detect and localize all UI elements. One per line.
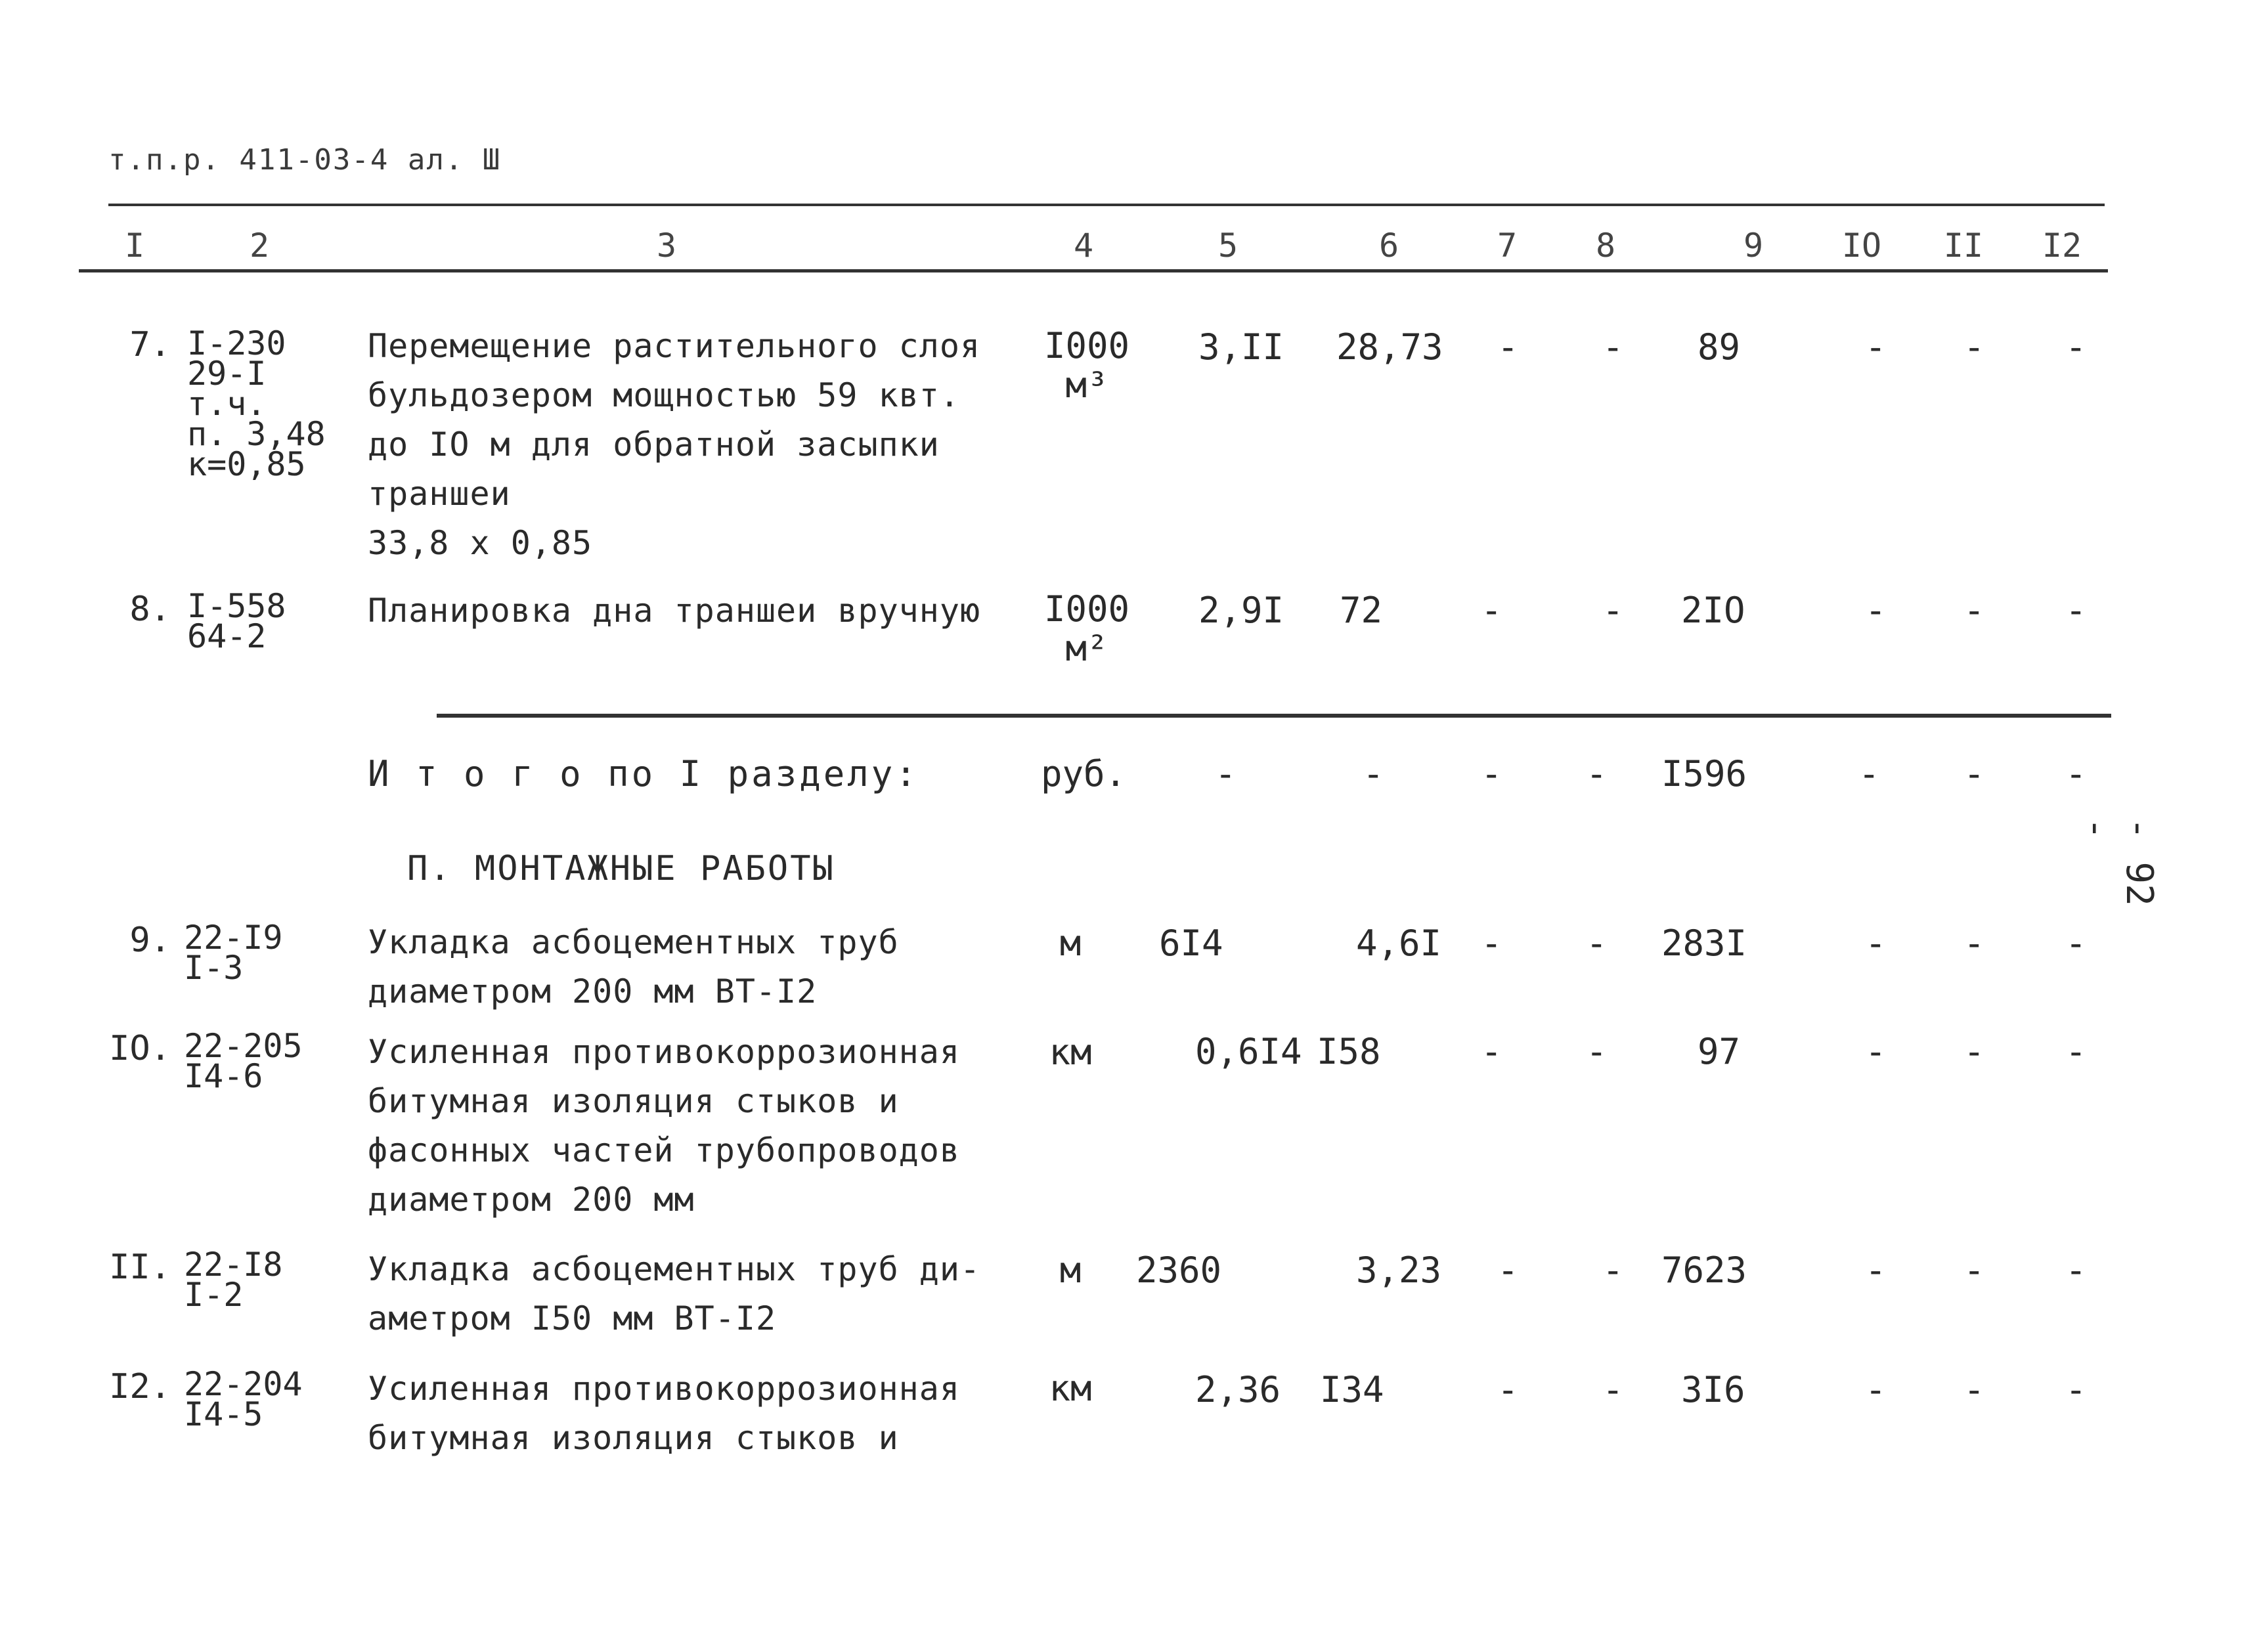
cell-col10: - bbox=[1865, 1369, 1887, 1410]
subtotal-rule bbox=[437, 714, 2111, 718]
cell-col8: - bbox=[1602, 1250, 1624, 1291]
work-description: Перемещение растительного слоя бульдозером мощностью 59 квт. до IO м для обратной засыпки траншеи 33,8 х 0,85 bbox=[368, 327, 981, 562]
column-number: 7 bbox=[1497, 227, 1518, 265]
row-number: II. bbox=[109, 1248, 171, 1287]
column-number: 9 bbox=[1743, 227, 1764, 265]
work-description: Усиленная противокоррозионная битумная изоляция стыков и bbox=[368, 1370, 960, 1457]
cell-col8: - bbox=[1586, 923, 1608, 964]
column-number: IO bbox=[1841, 227, 1882, 265]
row-number: 9. bbox=[129, 921, 171, 960]
subtotal-label: И т о г о по I разделу: bbox=[368, 753, 919, 794]
cell-col11: - bbox=[1963, 590, 1985, 631]
cell-col7: - bbox=[1481, 590, 1502, 631]
cell-unit-cost: 72 bbox=[1340, 590, 1383, 631]
cell-col11: - bbox=[1963, 1250, 1985, 1291]
cell-col12: - bbox=[2065, 1250, 2087, 1291]
row-number: I2. bbox=[109, 1367, 171, 1406]
cell-col8: - bbox=[1586, 753, 1608, 794]
cell-unit-cost: I34 bbox=[1320, 1369, 1384, 1410]
column-number: 5 bbox=[1217, 227, 1238, 265]
work-description: Планировка дна траншеи вручную bbox=[368, 592, 981, 630]
cell-col8: - bbox=[1602, 590, 1624, 631]
cell-col7: - bbox=[1497, 1250, 1519, 1291]
cell-total: 3I6 bbox=[1681, 1369, 1745, 1410]
cell-quantity: 2360 bbox=[1136, 1250, 1222, 1291]
column-number: 4 bbox=[1073, 227, 1094, 265]
work-description: Укладка асбоцементных труб ди- аметром I50 мм ВТ-I2 bbox=[368, 1250, 981, 1337]
cell-col10: - bbox=[1865, 1250, 1887, 1291]
rate-code: I-558 64-2 bbox=[187, 587, 286, 655]
cell-col11: - bbox=[1963, 326, 1985, 368]
cell-col11: - bbox=[1963, 753, 1985, 794]
row-number: IO. bbox=[109, 1029, 171, 1068]
cell-col7: - bbox=[1481, 923, 1502, 964]
unit-of-measure: м bbox=[1059, 923, 1082, 964]
cell-col12: - bbox=[2065, 326, 2087, 368]
cell-total: I596 bbox=[1661, 753, 1747, 794]
cell-quantity: 6I4 bbox=[1159, 923, 1223, 964]
section-title: П. МОНТАЖНЫЕ РАБОТЫ bbox=[407, 849, 835, 888]
cell-col12: - bbox=[2065, 590, 2087, 631]
cell-total: 7623 bbox=[1661, 1250, 1747, 1291]
cell-col10: - bbox=[1865, 1031, 1887, 1072]
cell-col8: - bbox=[1586, 1031, 1608, 1072]
cell-col7: - bbox=[1497, 326, 1519, 368]
rate-code: 22-205 I4-6 bbox=[184, 1027, 303, 1095]
column-number: 3 bbox=[656, 227, 677, 265]
cell-col12: - bbox=[2065, 753, 2087, 794]
cell-col8: - bbox=[1602, 1369, 1624, 1410]
cell-col7: - bbox=[1481, 1031, 1502, 1072]
cell-total: 97 bbox=[1698, 1031, 1741, 1072]
cell-quantity: - bbox=[1215, 753, 1237, 794]
header-rule-top bbox=[108, 204, 2105, 206]
unit-of-measure: м bbox=[1059, 1250, 1082, 1291]
cell-col10: - bbox=[1865, 923, 1887, 964]
column-number: 2 bbox=[249, 227, 270, 265]
rate-code: I-230 29-I т.ч. п. 3,48 к=0,85 bbox=[187, 324, 326, 483]
cell-quantity: 3,II bbox=[1198, 326, 1284, 368]
row-number: 8. bbox=[129, 590, 171, 629]
cell-col10: - bbox=[1858, 753, 1880, 794]
unit-of-measure: км bbox=[1049, 1032, 1092, 1073]
cell-col10: - bbox=[1865, 326, 1887, 368]
column-number: I2 bbox=[2042, 227, 2082, 265]
column-number: 8 bbox=[1595, 227, 1616, 265]
cell-quantity: 0,6I4 bbox=[1195, 1031, 1302, 1072]
row-number: 7. bbox=[129, 325, 171, 364]
column-number: II bbox=[1943, 227, 1984, 265]
rate-code: 22-204 I4-5 bbox=[184, 1365, 303, 1433]
cell-total: 89 bbox=[1698, 326, 1741, 368]
cell-unit-cost: 4,6I bbox=[1356, 923, 1442, 964]
cell-quantity: 2,9I bbox=[1198, 590, 1284, 631]
cell-unit-cost: 3,23 bbox=[1356, 1250, 1442, 1291]
cell-col11: - bbox=[1963, 1369, 1985, 1410]
unit-of-measure: I000 м² bbox=[1043, 588, 1130, 669]
cell-col11: - bbox=[1963, 1031, 1985, 1072]
subtotal-unit: руб. bbox=[1041, 753, 1127, 794]
cell-quantity: 2,36 bbox=[1195, 1369, 1281, 1410]
unit-of-measure: км bbox=[1049, 1368, 1092, 1409]
cell-unit-cost: I58 bbox=[1317, 1031, 1381, 1072]
cell-col12: - bbox=[2065, 1369, 2087, 1410]
unit-of-measure: I000 м³ bbox=[1043, 325, 1130, 406]
cell-col12: - bbox=[2065, 1031, 2087, 1072]
rate-code: 22-I9 I-3 bbox=[184, 919, 283, 987]
column-number: I bbox=[124, 227, 145, 265]
work-description: Усиленная противокоррозионная битумная изоляция стыков и фасонных частей трубопроводов диаметром 200 мм bbox=[368, 1033, 960, 1219]
work-description: Укладка асбоцементных труб диаметром 200 мм ВТ-I2 bbox=[368, 923, 899, 1011]
rate-code: 22-I8 I-2 bbox=[184, 1246, 283, 1314]
cell-col10: - bbox=[1865, 590, 1887, 631]
cell-col11: - bbox=[1963, 923, 1985, 964]
page-number: - 92 - bbox=[2075, 817, 2160, 906]
document-reference: т.п.р. 411-03-4 ал. Ш bbox=[108, 143, 502, 177]
cell-total: 283I bbox=[1661, 923, 1747, 964]
cell-col8: - bbox=[1602, 326, 1624, 368]
cell-col12: - bbox=[2065, 923, 2087, 964]
cell-unit-cost: - bbox=[1363, 753, 1384, 794]
cell-col7: - bbox=[1497, 1369, 1519, 1410]
cell-total: 2IO bbox=[1681, 590, 1745, 631]
header-rule-bottom bbox=[79, 269, 2108, 272]
cell-col7: - bbox=[1481, 753, 1502, 794]
column-number: 6 bbox=[1378, 227, 1399, 265]
cell-unit-cost: 28,73 bbox=[1336, 326, 1443, 368]
